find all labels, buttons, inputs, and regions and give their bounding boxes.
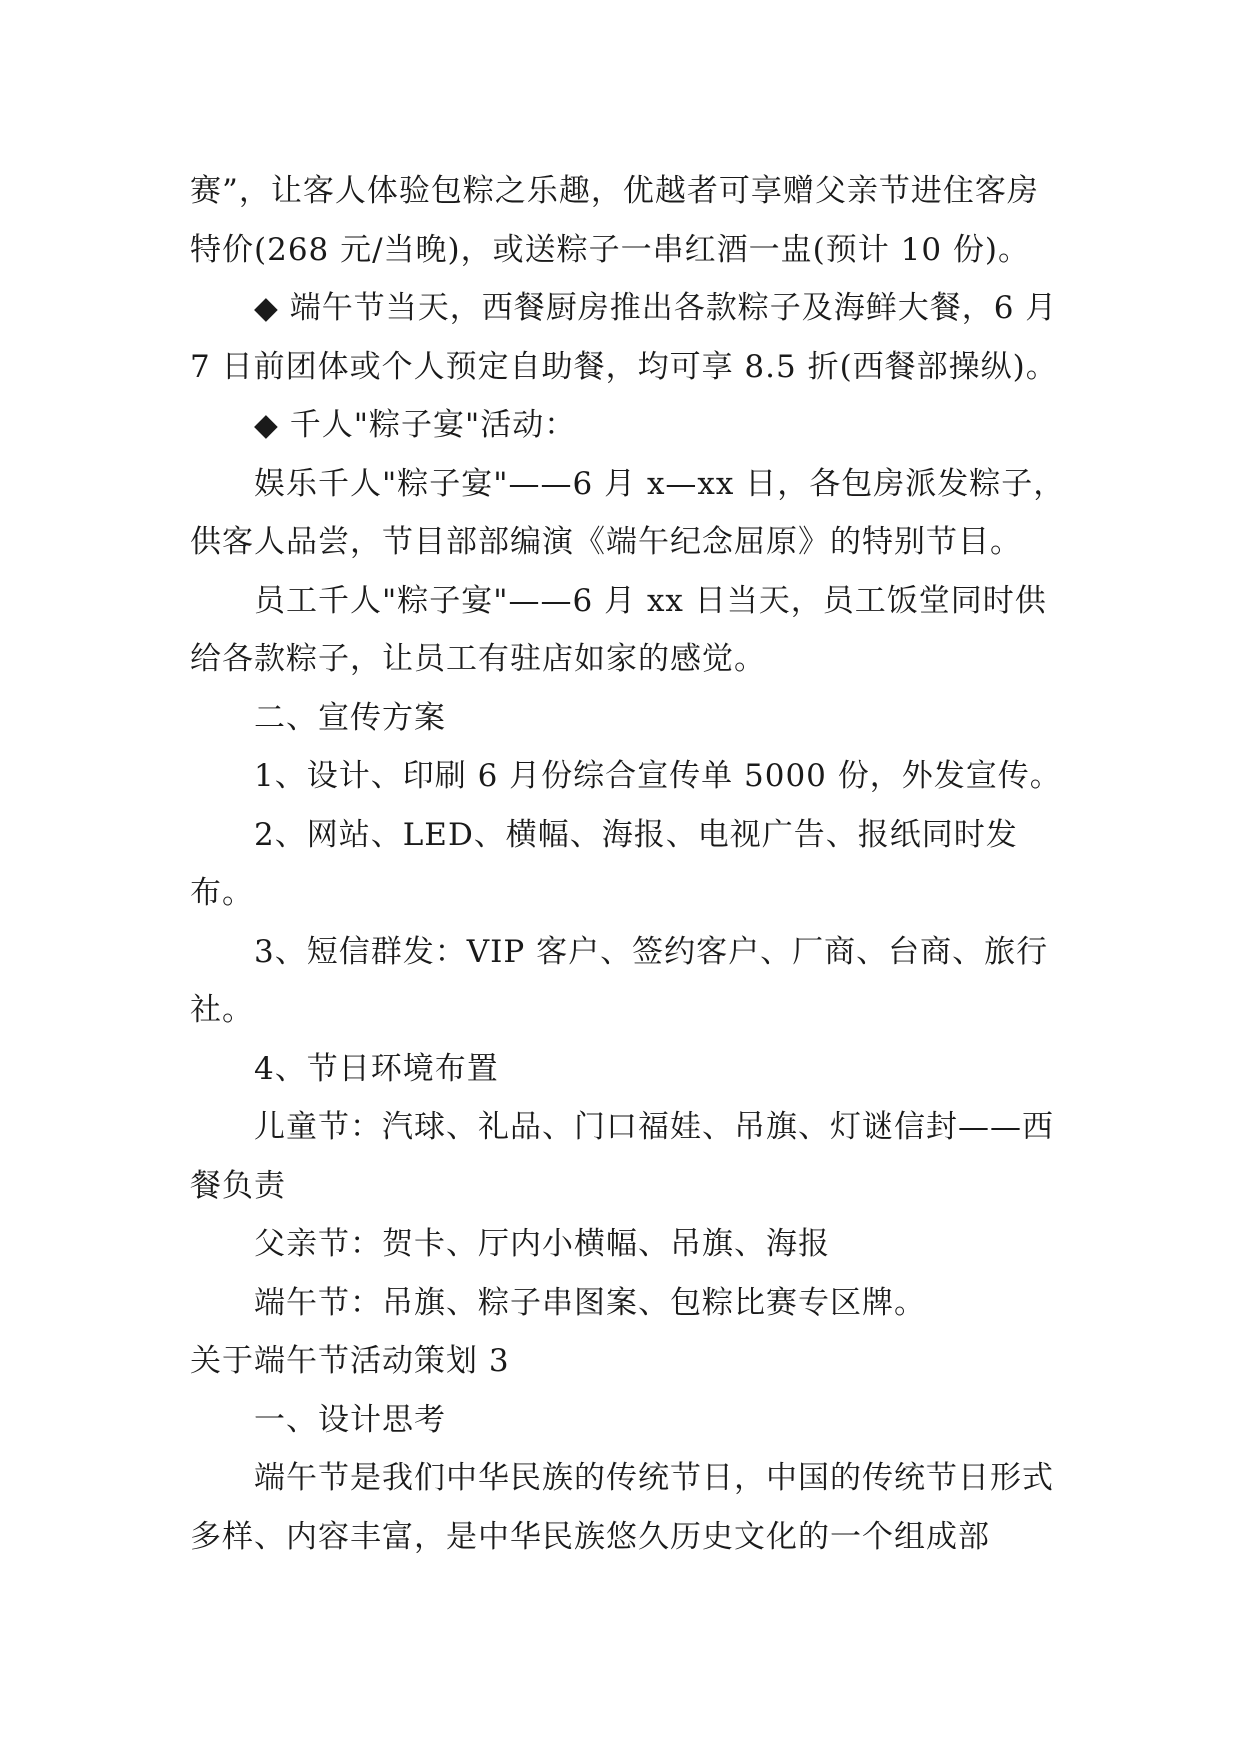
section-heading-publicity: 二、宣传方案: [254, 699, 446, 736]
decoration-childrens-day: 儿童节：汽球、礼品、门口福娃、吊旗、灯谜信封——西餐负责: [190, 1109, 1054, 1204]
document-body: [190, 162, 1069, 1566]
paragraph-4: 娱乐千人"粽子宴"——6 月 x—xx 日，各包房派发粽子，供客人品尝，节目部部编演《端午纪念屈原》的特别节目。: [190, 465, 1066, 560]
paragraph-5: 员工千人"粽子宴"——6 月 xx 日当天，员工饭堂同时供给各款粽子，让员工有驻店如家的感觉。: [190, 582, 1047, 677]
section-heading-design: 一、设计思考: [254, 1401, 446, 1438]
paragraph-2: ◆ 端午节当天，西餐厨房推出各款粽子及海鲜大餐，6 月 7 日前团体或个人预定自助餐，均可享 8.5 折(西餐部操纵)。: [190, 290, 1069, 385]
paragraph-3: ◆ 千人"粽子宴"活动：: [254, 407, 577, 443]
list-item-3: 3、短信群发：VIP 客户、签约客户、厂商、台商、旅行社。: [190, 933, 1049, 1028]
paragraph-intro: 端午节是我们中华民族的传统节日，中国的传统节日形式多样、内容丰富，是中华民族悠久历史文化的一个组成部: [190, 1460, 1054, 1555]
decoration-dragon-boat: 端午节：吊旗、粽子串图案、包粽比赛专区牌。: [254, 1284, 926, 1321]
decoration-fathers-day: 父亲节：贺卡、厅内小横幅、吊旗、海报: [254, 1226, 830, 1262]
document-title: 关于端午节活动策划 3: [190, 1343, 510, 1379]
paragraph-1: 赛”，让客人体验包粽之乐趣，优越者可享赠父亲节进住客房特价(268 元/当晚)，或送粽子一串红酒一盅(预计 10 份)。: [190, 173, 1039, 268]
list-item-1: 1、设计、印刷 6 月份综合宣传单 5000 份，外发宣传。: [254, 758, 1062, 794]
list-item-2: 2、网站、LED、横幅、海报、电视广告、报纸同时发布。: [190, 816, 1018, 911]
list-item-4: 4、节日环境布置: [254, 1050, 499, 1087]
